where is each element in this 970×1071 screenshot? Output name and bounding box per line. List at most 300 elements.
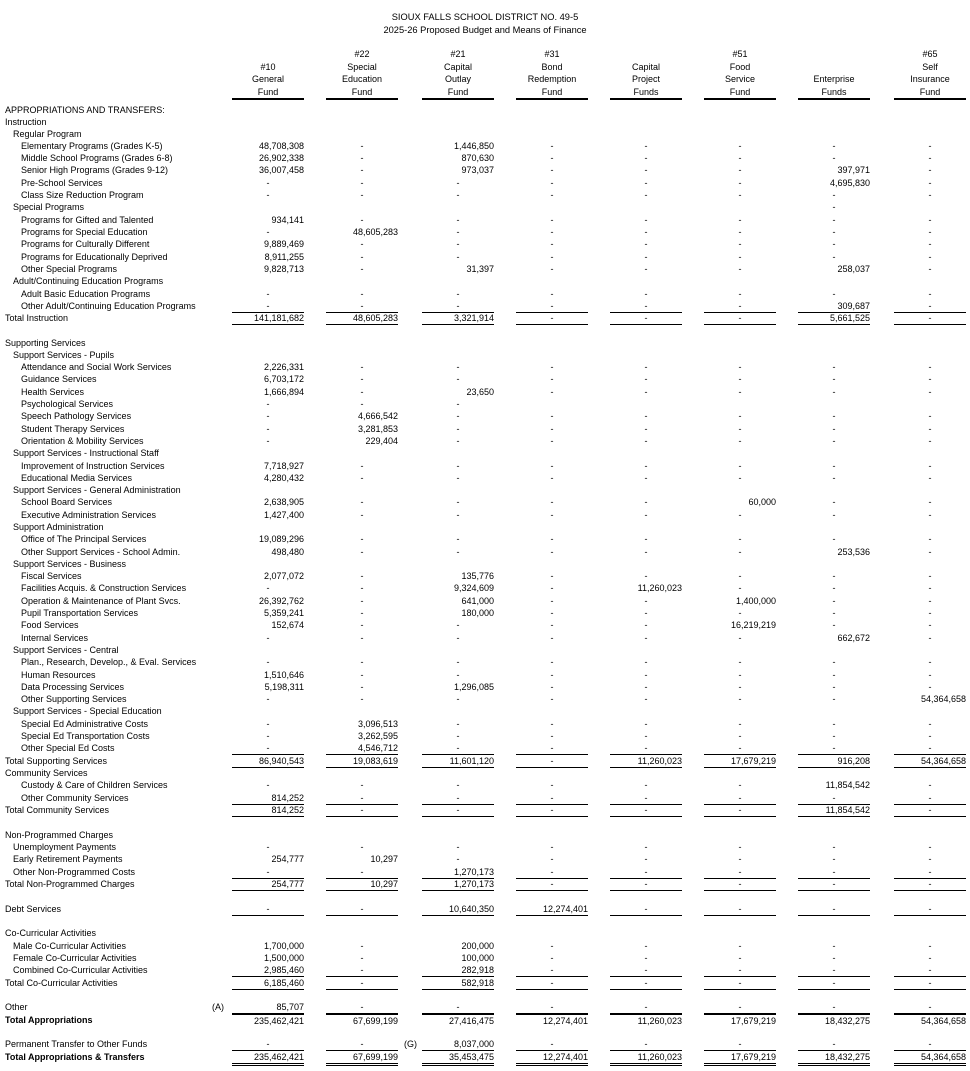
amount-cell: - — [894, 903, 966, 916]
amount-cell: - — [266, 399, 270, 409]
row-label: Support Administration — [13, 522, 104, 532]
amount-cell: - — [738, 165, 742, 175]
amount-cell: - — [456, 178, 460, 188]
amount-cell: 67,699,199 — [326, 1051, 398, 1066]
row-label: Programs for Special Education — [21, 227, 148, 237]
amount-cell: - — [360, 153, 364, 163]
column-header-line: Funds — [821, 86, 847, 97]
amount-cell: 6,185,460 — [232, 977, 304, 990]
amount-cell: - — [832, 719, 836, 729]
amount-cell: - — [610, 903, 682, 916]
amount-cell: 3,281,853 — [357, 424, 398, 434]
amount-cell: - — [704, 866, 776, 879]
amount-cell: - — [550, 842, 554, 852]
amount-cell: 10,297 — [326, 878, 398, 891]
amount-cell: - — [832, 842, 836, 852]
amount-cell: - — [360, 571, 364, 581]
amount-cell: - — [644, 374, 648, 384]
table-row — [0, 607, 970, 619]
amount-cell: - — [550, 510, 554, 520]
amount-cell: - — [928, 583, 932, 593]
amount-cell: - — [704, 804, 776, 817]
row-label: Operation & Maintenance of Plant Svcs. — [21, 596, 181, 606]
row-label: Other Community Services — [21, 793, 129, 803]
row-label: Early Retirement Payments — [13, 854, 123, 864]
table-row — [0, 251, 970, 263]
amount-cell: - — [644, 215, 648, 225]
amount-cell: - — [704, 1038, 776, 1051]
amount-cell: - — [550, 461, 554, 471]
amount-cell: - — [550, 583, 554, 593]
amount-cell: - — [704, 964, 776, 977]
amount-cell: - — [360, 633, 364, 643]
amount-cell: - — [644, 842, 648, 852]
amount-cell: - — [644, 670, 648, 680]
amount-cell: - — [894, 866, 966, 879]
amount-cell: - — [832, 682, 836, 692]
row-label: Speech Pathology Services — [21, 411, 132, 421]
amount-cell: - — [326, 804, 398, 817]
amount-cell: - — [832, 583, 836, 593]
column-header-line: #22 — [354, 49, 370, 60]
amount-cell: - — [456, 854, 460, 864]
table-row — [0, 164, 970, 176]
row-label: Other Non-Programmed Costs — [13, 867, 136, 877]
amount-cell: - — [644, 362, 648, 372]
amount-cell: - — [360, 264, 364, 274]
column-header-line: Education — [341, 74, 383, 85]
table-row — [0, 177, 970, 189]
amount-cell: - — [266, 694, 270, 704]
amount-cell: - — [832, 215, 836, 225]
amount-cell: 48,708,308 — [258, 141, 304, 151]
table-row — [0, 361, 970, 373]
amount-cell: 6,703,172 — [263, 374, 304, 384]
amount-cell: 12,274,401 — [516, 1014, 588, 1027]
amount-cell: 54,364,658 — [894, 1014, 966, 1027]
amount-cell: - — [798, 977, 870, 990]
column-header-line: Fund — [351, 86, 373, 97]
row-label: Adult Basic Education Programs — [21, 289, 151, 299]
amount-cell: - — [456, 473, 460, 483]
amount-cell: - — [832, 497, 836, 507]
amount-cell: - — [738, 547, 742, 557]
row-label: Supporting Services — [5, 338, 86, 348]
column-header-line: Capital — [631, 61, 660, 72]
amount-cell: - — [422, 792, 494, 805]
amount-cell: - — [232, 300, 304, 313]
amount-cell: - — [738, 941, 742, 951]
amount-cell: - — [360, 842, 364, 852]
amount-cell: - — [232, 1038, 304, 1051]
amount-cell: - — [644, 436, 648, 446]
table-row — [0, 866, 970, 878]
table-row — [0, 977, 970, 989]
amount-cell: 4,666,542 — [357, 411, 398, 421]
amount-cell: - — [456, 719, 460, 729]
row-label: Total Co-Curricular Activities — [5, 978, 118, 988]
amount-cell: - — [928, 165, 932, 175]
row-label: Improvement of Instruction Services — [21, 461, 165, 471]
amount-cell: - — [550, 190, 554, 200]
amount-cell: - — [610, 300, 682, 313]
amount-cell: - — [928, 424, 932, 434]
amount-cell: - — [266, 583, 270, 593]
amount-cell: - — [550, 547, 554, 557]
amount-cell: - — [422, 742, 494, 755]
column-header-line: Fund — [729, 86, 751, 97]
amount-cell: - — [832, 374, 836, 384]
amount-cell: 4,695,830 — [829, 178, 870, 188]
amount-cell: - — [832, 657, 836, 667]
amount-cell: - — [516, 964, 588, 977]
amount-cell: - — [422, 804, 494, 817]
amount-cell: - — [550, 424, 554, 434]
amount-cell: 3,262,595 — [357, 731, 398, 741]
amount-cell: - — [516, 300, 588, 313]
table-row — [0, 681, 970, 693]
amount-cell: - — [422, 1001, 494, 1014]
table-row — [0, 656, 970, 668]
row-label: Other Special Programs — [21, 264, 118, 274]
amount-cell: - — [360, 215, 364, 225]
amount-cell: - — [832, 731, 836, 741]
table-row — [0, 730, 970, 742]
amount-cell: - — [928, 854, 932, 864]
amount-cell: - — [610, 792, 682, 805]
amount-cell: - — [928, 227, 932, 237]
amount-cell: - — [928, 411, 932, 421]
row-label: Health Services — [21, 387, 85, 397]
amount-cell: 16,219,219 — [730, 620, 776, 630]
amount-cell: - — [360, 178, 364, 188]
amount-cell: - — [360, 141, 364, 151]
table-row — [0, 509, 970, 521]
amount-cell: 200,000 — [461, 941, 494, 951]
row-label: Special Ed Administrative Costs — [21, 719, 149, 729]
column-header-line: #51 — [732, 49, 748, 60]
amount-cell: - — [832, 953, 836, 963]
amount-cell: - — [360, 399, 364, 409]
amount-cell: 1,500,000 — [263, 953, 304, 963]
row-label: Permanent Transfer to Other Funds — [5, 1039, 148, 1049]
amount-cell: - — [928, 719, 932, 729]
amount-cell: - — [550, 252, 554, 262]
column-header-line: Special — [347, 61, 377, 72]
table-row — [0, 533, 970, 545]
amount-cell: - — [360, 289, 364, 299]
amount-cell: - — [456, 252, 460, 262]
amount-cell: - — [798, 878, 870, 891]
table-row — [0, 804, 970, 816]
table-row — [0, 288, 970, 300]
amount-cell: - — [550, 227, 554, 237]
amount-cell: - — [550, 780, 554, 790]
amount-cell: - — [644, 141, 648, 151]
amount-cell: - — [550, 953, 554, 963]
amount-cell: 1,270,173 — [422, 866, 494, 879]
amount-cell: - — [738, 362, 742, 372]
amount-cell: - — [738, 953, 742, 963]
row-label: Co-Curricular Activities — [5, 928, 97, 938]
row-label: Executive Administration Services — [21, 510, 157, 520]
amount-cell: 4,280,432 — [263, 473, 304, 483]
amount-cell — [704, 201, 776, 213]
footnote-marker: (A) — [212, 1002, 224, 1012]
amount-cell: - — [704, 312, 776, 325]
table-row — [0, 423, 970, 435]
amount-cell: - — [326, 792, 398, 805]
table-row — [0, 829, 970, 841]
amount-cell: - — [738, 854, 742, 864]
table-row — [0, 779, 970, 791]
amount-cell: 10,297 — [370, 854, 398, 864]
amount-cell: - — [644, 165, 648, 175]
amount-cell: - — [360, 547, 364, 557]
amount-cell — [326, 201, 398, 213]
amount-cell: 254,777 — [232, 878, 304, 891]
amount-cell: 10,640,350 — [422, 903, 494, 916]
amount-cell: - — [644, 633, 648, 643]
amount-cell: - — [928, 473, 932, 483]
amount-cell: - — [832, 854, 836, 864]
amount-cell: - — [360, 497, 364, 507]
table-row — [0, 693, 970, 705]
row-label: Total Appropriations — [5, 1015, 93, 1025]
amount-cell: 258,037 — [837, 264, 870, 274]
table-row — [0, 484, 970, 496]
amount-cell: 662,672 — [837, 633, 870, 643]
amount-cell: - — [928, 461, 932, 471]
amount-cell: - — [644, 608, 648, 618]
amount-cell — [422, 201, 494, 213]
amount-cell: - — [550, 620, 554, 630]
amount-cell: - — [928, 842, 932, 852]
row-label: Fiscal Services — [21, 571, 82, 581]
column-header-line: #31 — [544, 49, 560, 60]
amount-cell — [516, 201, 588, 213]
amount-cell: - — [928, 362, 932, 372]
table-row — [0, 546, 970, 558]
amount-cell: - — [928, 374, 932, 384]
amount-cell: 11,601,120 — [422, 755, 494, 768]
amount-cell: - — [610, 977, 682, 990]
amount-cell: - — [644, 682, 648, 692]
amount-cell: - — [644, 424, 648, 434]
amount-cell: - — [516, 866, 588, 879]
amount-cell: - — [360, 608, 364, 618]
amount-cell: - — [266, 657, 270, 667]
amount-cell: - — [610, 312, 682, 325]
amount-cell: - — [266, 719, 270, 729]
column-header-line: #21 — [450, 49, 466, 60]
amount-cell: - — [360, 953, 364, 963]
amount-cell: - — [704, 300, 776, 313]
table-row — [0, 104, 970, 116]
column-header-line: Project — [631, 74, 660, 85]
amount-cell: - — [456, 842, 460, 852]
amount-cell: - — [610, 804, 682, 817]
row-label: Programs for Educationally Deprived — [21, 252, 168, 262]
amount-cell: - — [832, 510, 836, 520]
amount-cell: - — [644, 547, 648, 557]
amount-cell: - — [550, 854, 554, 864]
row-label: Total Instruction — [5, 313, 69, 323]
amount-cell: - — [644, 719, 648, 729]
row-label: Support Services - Instructional Staff — [13, 448, 159, 458]
amount-cell — [516, 398, 588, 410]
amount-cell: - — [928, 264, 932, 274]
table-row — [0, 595, 970, 607]
amount-cell: - — [360, 165, 364, 175]
row-label: Regular Program — [13, 129, 82, 139]
amount-cell: - — [644, 178, 648, 188]
amount-cell: - — [644, 534, 648, 544]
amount-cell: - — [550, 682, 554, 692]
table-row — [0, 435, 970, 447]
amount-cell: - — [516, 755, 588, 768]
amount-cell: 1,666,894 — [263, 387, 304, 397]
amount-cell: - — [266, 411, 270, 421]
amount-cell: 1,270,173 — [422, 878, 494, 891]
amount-cell: - — [738, 780, 742, 790]
amount-cell: 11,260,023 — [637, 583, 682, 593]
amount-cell: - — [738, 178, 742, 188]
amount-cell: 8,037,000 — [422, 1038, 494, 1051]
row-label: Educational Media Services — [21, 473, 133, 483]
amount-cell: - — [360, 657, 364, 667]
amount-cell: - — [832, 227, 836, 237]
amount-cell: - — [456, 374, 460, 384]
amount-cell: - — [832, 252, 836, 262]
amount-cell: 498,480 — [271, 547, 304, 557]
row-label: Other Special Ed Costs — [21, 743, 115, 753]
table-row — [0, 201, 970, 213]
row-label: Food Services — [21, 620, 79, 630]
amount-cell: 100,000 — [461, 953, 494, 963]
table-row — [0, 152, 970, 164]
amount-cell: - — [928, 436, 932, 446]
row-label: Office of The Principal Services — [21, 534, 147, 544]
amount-cell: 18,432,275 — [798, 1014, 870, 1027]
amount-cell: - — [266, 227, 270, 237]
amount-cell: - — [928, 608, 932, 618]
column-header-line: Capital — [443, 61, 472, 72]
amount-cell: - — [928, 497, 932, 507]
amount-cell: - — [360, 670, 364, 680]
amount-cell: - — [738, 227, 742, 237]
table-row — [0, 853, 970, 865]
amount-cell: - — [516, 804, 588, 817]
table-row — [0, 226, 970, 238]
amount-cell: - — [738, 670, 742, 680]
table-row — [0, 128, 970, 140]
amount-cell: - — [832, 202, 836, 212]
amount-cell: - — [928, 289, 932, 299]
amount-cell: - — [644, 227, 648, 237]
amount-cell: 36,007,458 — [258, 165, 304, 175]
amount-cell — [798, 398, 870, 410]
amount-cell: - — [798, 742, 870, 755]
table-row — [0, 521, 970, 533]
amount-cell: - — [644, 411, 648, 421]
amount-cell: - — [456, 510, 460, 520]
amount-cell: - — [266, 731, 270, 741]
amount-cell: - — [550, 436, 554, 446]
amount-cell: - — [266, 780, 270, 790]
amount-cell: - — [326, 964, 398, 977]
amount-cell: - — [644, 252, 648, 262]
table-row — [0, 275, 970, 287]
amount-cell: - — [738, 239, 742, 249]
column-header-line: Insurance — [910, 74, 950, 85]
amount-cell: 9,828,713 — [263, 264, 304, 274]
amount-cell: - — [894, 742, 966, 755]
table-row — [0, 619, 970, 631]
amount-cell: - — [550, 571, 554, 581]
amount-cell: 7,718,927 — [263, 461, 304, 471]
column-header-line: Service — [724, 74, 755, 85]
amount-cell: - — [644, 780, 648, 790]
amount-cell: - — [422, 300, 494, 313]
amount-cell: 11,260,023 — [610, 755, 682, 768]
column-header-line: Fund — [541, 86, 563, 97]
amount-cell: - — [704, 742, 776, 755]
amount-cell: - — [644, 473, 648, 483]
amount-cell — [610, 201, 682, 213]
amount-cell: - — [894, 878, 966, 891]
row-label: Female Co-Curricular Activities — [13, 953, 137, 963]
amount-cell: - — [738, 719, 742, 729]
amount-cell: - — [456, 620, 460, 630]
amount-cell: - — [928, 780, 932, 790]
table-row — [0, 940, 970, 952]
table-row — [0, 460, 970, 472]
table-row — [0, 841, 970, 853]
amount-cell: 31,397 — [466, 264, 494, 274]
row-label: Other Support Services - School Admin. — [21, 547, 181, 557]
document-subtitle: 2025-26 Proposed Budget and Means of Finance — [383, 25, 587, 35]
amount-cell: 9,889,469 — [263, 239, 304, 249]
table-row — [0, 300, 970, 312]
row-label: Facilities Acquis. & Construction Services — [21, 583, 187, 593]
amount-cell: - — [738, 510, 742, 520]
amount-cell: - — [456, 362, 460, 372]
amount-cell: - — [832, 153, 836, 163]
amount-cell: - — [832, 141, 836, 151]
amount-cell: - — [360, 583, 364, 593]
amount-cell: - — [550, 694, 554, 704]
amount-cell: - — [360, 510, 364, 520]
table-row — [0, 496, 970, 508]
row-label: Support Services - Business — [13, 559, 127, 569]
amount-cell: - — [326, 866, 398, 879]
table-row — [0, 398, 970, 410]
amount-cell: 35,453,475 — [422, 1051, 494, 1066]
table-row — [0, 214, 970, 226]
row-label: Instruction — [5, 117, 47, 127]
amount-cell: - — [232, 742, 304, 755]
table-row — [0, 238, 970, 250]
amount-cell: - — [550, 178, 554, 188]
amount-cell: - — [928, 190, 932, 200]
row-label: Other — [5, 1002, 28, 1012]
column-header-line: Fund — [447, 86, 469, 97]
amount-cell: - — [550, 374, 554, 384]
table-row — [0, 1014, 970, 1026]
amount-cell: - — [644, 264, 648, 274]
row-label: Student Therapy Services — [21, 424, 125, 434]
